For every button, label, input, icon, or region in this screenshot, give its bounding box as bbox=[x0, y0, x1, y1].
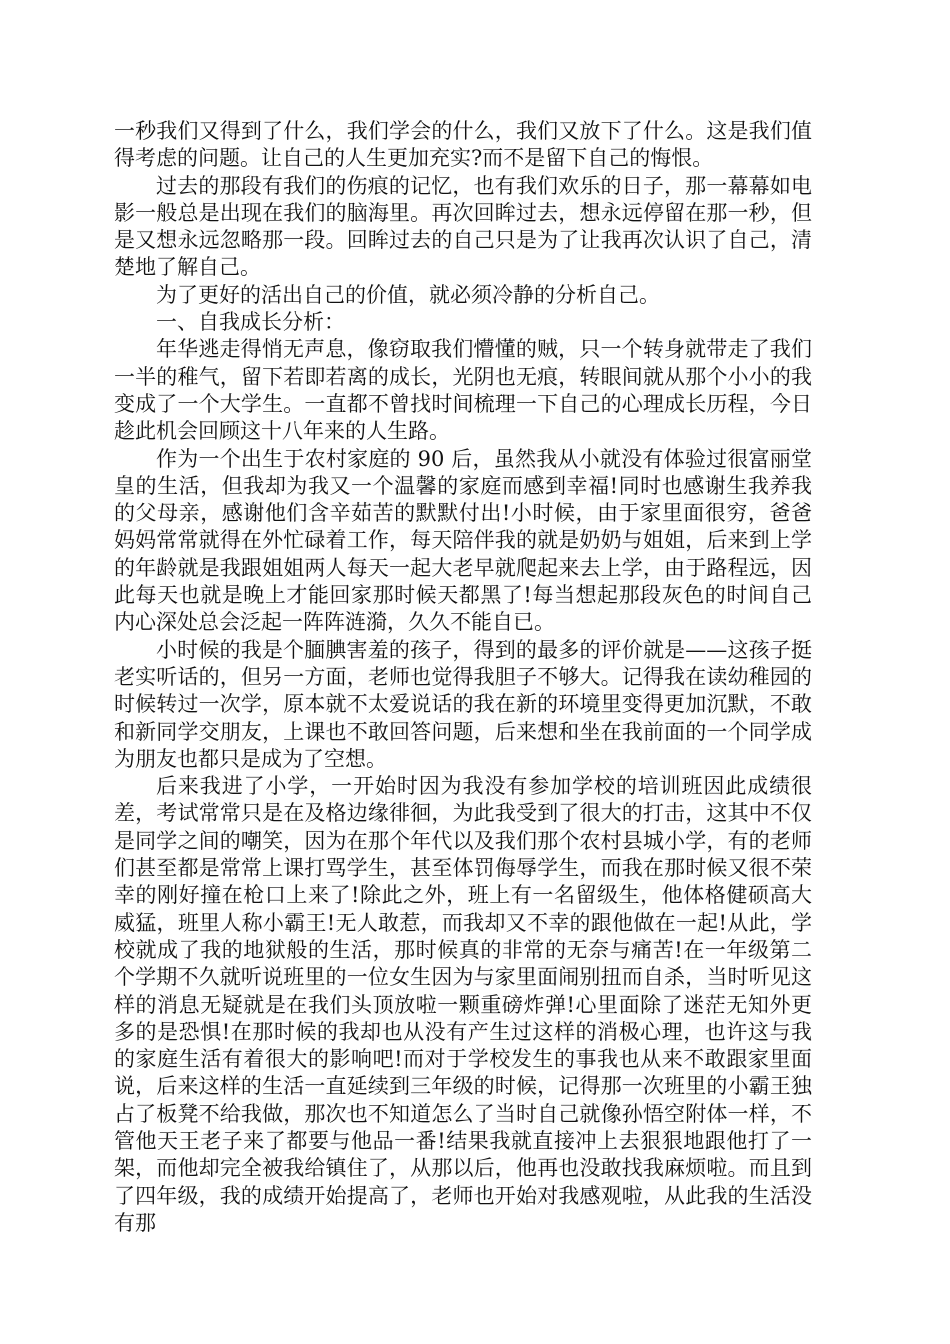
section-heading-growth-analysis: 一、自我成长分析： bbox=[156, 310, 345, 335]
paragraph-family-background: 作为一个出生于农村家庭的 90 后，虽然我从小就没有体验过很富丽堂皇的生活，但我却为我又一个温馨的家庭而感到幸福!同时也感谢生我养我的父母亲，感谢他们含辛茹苦的默默付出!小时候，由于家里面很穷，爸爸妈妈常常就得在外忙碌着工作，每天陪伴我的就是奶奶与姐姐，后来到上学的年龄就是我跟姐姐两人每天一起大老早就爬起来去上学，由于路程远，因此每天也就是晚上才能回家那时候天都黑了!每当想起那段灰色的时间自己内心深处总会泛起一阵阵涟漪，久久不能自已。 bbox=[114, 446, 812, 635]
paragraph-memories: 过去的那段有我们的伤痕的记忆，也有我们欢乐的日子，那一幕幕如电影一般总是出现在我们的脑海里。再次回眸过去，想永远停留在那一秒，但是又想永远忽略那一段。回眸过去的自己只是为了让我再次认识了自己，清楚地了解自己。 bbox=[114, 173, 812, 280]
document-body bbox=[114, 118, 812, 1237]
paragraph-self-analysis-intro: 为了更好的活出自己的价值，就必须冷静的分析自己。 bbox=[156, 282, 660, 307]
paragraph-time-passing: 年华逃走得悄无声息，像窃取我们懵懂的贼，只一个转身就带走了我们一半的稚气，留下若即若离的成长，光阴也无痕，转眼间就从那个小小的我变成了一个大学生。一直都不曾找时间梳理一下自己的心理成长历程，今日趁此机会回顾这十八年来的人生路。 bbox=[114, 337, 812, 444]
paragraph-primary-school: 后来我进了小学，一开始时因为我没有参加学校的培训班因此成绩很差，考试常常只是在及格边缘徘徊，为此我受到了很大的打击，这其中不仅是同学之间的嘲笑，因为在那个年代以及我们那个农村县城小学，有的老师们甚至都是常常上课打骂学生，甚至体罚侮辱学生，而我在那时候又很不荣幸的刚好撞在枪口上来了!除此之外，班上有一名留级生，他体格健硕高大威猛，班里人称小霸王!无人敢惹，而我却又不幸的跟他做在一起!从此，学校就成了我的地狱般的生活，那时候真的非常的无奈与痛苦!在一年级第二个学期不久就听说班里的一位女生因为与家里面闹别扭而自杀，当时听见这样的消息无疑就是在我们头顶放啦一颗重磅炸弹!心里面除了迷茫无知外更多的是恐惧!在那时候的我却也从没有产生过这样的消极心理，也许这与我的家庭生活有着很大的影响吧!而对于学校发生的事我也从来不敢跟家里面说，后来这样的生活一直延续到三年级的时候，记得那一次班里的小霸王独占了板凳不给我做，那次也不知道怎么了当时自己就像孙悟空附体一样，不管他天王老子来了都要与他品一番!结果我就直接冲上去狠狠地跟他打了一架，而他却完全被我给镇住了，从那以后，他再也没敢找我麻烦啦。而且到了四年级，我的成绩开始提高了，老师也开始对我感观啦，从此我的生活没有那 bbox=[114, 774, 813, 1235]
paragraph-continuation: 一秒我们又得到了什么，我们学会的什么，我们又放下了什么。这是我们值得考虑的问题。让自己的人生更加充实?而不是留下自己的悔恨。 bbox=[114, 119, 812, 171]
paragraph-shy-childhood: 小时候的我是个腼腆害羞的孩子，得到的最多的评价就是——这孩子挺老实听话的，但另一方面，老师也觉得我胆子不够大。记得我在读幼稚园的时候转过一次学，原本就不太爱说话的我在新的环境里变得更加沉默，不敢和新同学交朋友，上课也不敢回答问题，后来想和坐在我前面的一个同学成为朋友也都只是成为了空想。 bbox=[114, 637, 812, 771]
